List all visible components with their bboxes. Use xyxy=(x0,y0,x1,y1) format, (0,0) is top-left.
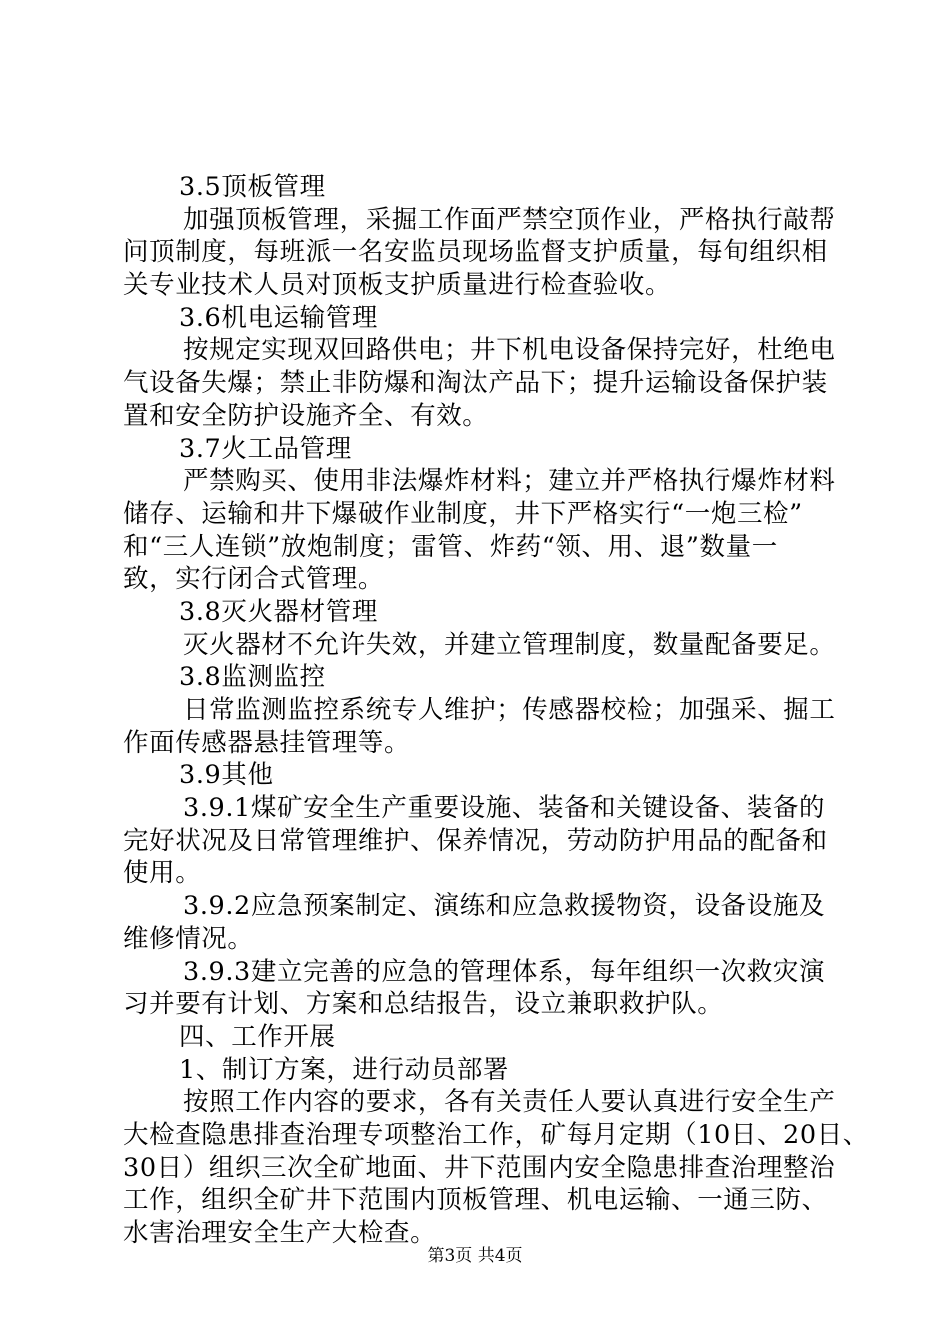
text-line: 储存、运输和井下爆破作业制度，井下严格实行“一炮三检” xyxy=(123,498,803,529)
text-line: 致，实行闭合式管理。 xyxy=(123,564,385,595)
text-line: 3.5顶板管理 xyxy=(179,172,326,202)
text-line: 四、工作开展 xyxy=(179,1021,336,1052)
text-line: 水害治理安全生产大检查。 xyxy=(123,1218,437,1248)
text-line: 工作，组织全矿井下范围内顶板管理、机电运输、一通三防、 xyxy=(123,1185,828,1216)
text-line: 气设备失爆；禁止非防爆和淘汰产品下；提升运输设备保护装 xyxy=(123,368,828,399)
text-line: 和“三人连锁”放炮制度；雷管、炸药“领、用、退”数量一 xyxy=(123,531,778,562)
text-line: 灭火器材不允许失效，并建立管理制度，数量配备要足。 xyxy=(183,629,836,660)
text-line: 3.9.1煤矿安全生产重要设施、装备和关键设备、装备的 xyxy=(183,793,826,824)
text-line: 大检查隐患排查治理专项整治工作，矿每月定期（10日、20日、 xyxy=(123,1119,869,1150)
text-line: 1、制订方案，进行动员部署 xyxy=(179,1054,510,1085)
text-line: 习并要有计划、方案和总结报告，设立兼职救护队。 xyxy=(123,989,724,1020)
text-line: 3.8灭火器材管理 xyxy=(179,596,378,627)
text-line: 按规定实现双回路供电；井下机电设备保持完好，杜绝电 xyxy=(183,335,836,366)
text-line: 3.9其他 xyxy=(179,760,274,791)
text-line: 3.9.3建立完善的应急的管理体系，每年组织一次救灾演 xyxy=(183,956,826,987)
text-line: 3.7火工品管理 xyxy=(179,433,352,464)
text-line: 3.6机电运输管理 xyxy=(179,302,378,333)
text-line: 3.8监测监控 xyxy=(179,662,326,693)
page-footer: 第3页 共4页 xyxy=(427,1246,523,1266)
text-line: 问顶制度，每班派一名安监员现场监督支护质量，每旬组织相 xyxy=(123,237,828,268)
text-line: 作面传感器悬挂管理等。 xyxy=(123,727,411,758)
text-line: 30日）组织三次全矿地面、井下范围内安全隐患排查治理整治 xyxy=(123,1152,836,1183)
text-line: 使用。 xyxy=(123,858,202,889)
text-line: 完好状况及日常管理维护、保养情况，劳动防护用品的配备和 xyxy=(123,825,828,856)
text-line: 关专业技术人员对顶板支护质量进行检查验收。 xyxy=(123,270,672,301)
text-line: 严禁购买、使用非法爆炸材料；建立并严格执行爆炸材料 xyxy=(183,466,836,497)
document-body xyxy=(123,171,869,1250)
text-line: 加强顶板管理，采掘工作面严禁空顶作业，严格执行敲帮 xyxy=(183,204,836,235)
text-line: 置和安全防护设施齐全、有效。 xyxy=(123,400,489,431)
text-line: 维修情况。 xyxy=(123,923,254,954)
text-line: 日常监测监控系统专人维护；传感器校检；加强采、掘工 xyxy=(183,695,836,725)
text-line: 按照工作内容的要求，各有关责任人要认真进行安全生产 xyxy=(183,1087,836,1118)
text-line: 3.9.2应急预案制定、演练和应急救援物资，设备设施及 xyxy=(183,891,826,922)
